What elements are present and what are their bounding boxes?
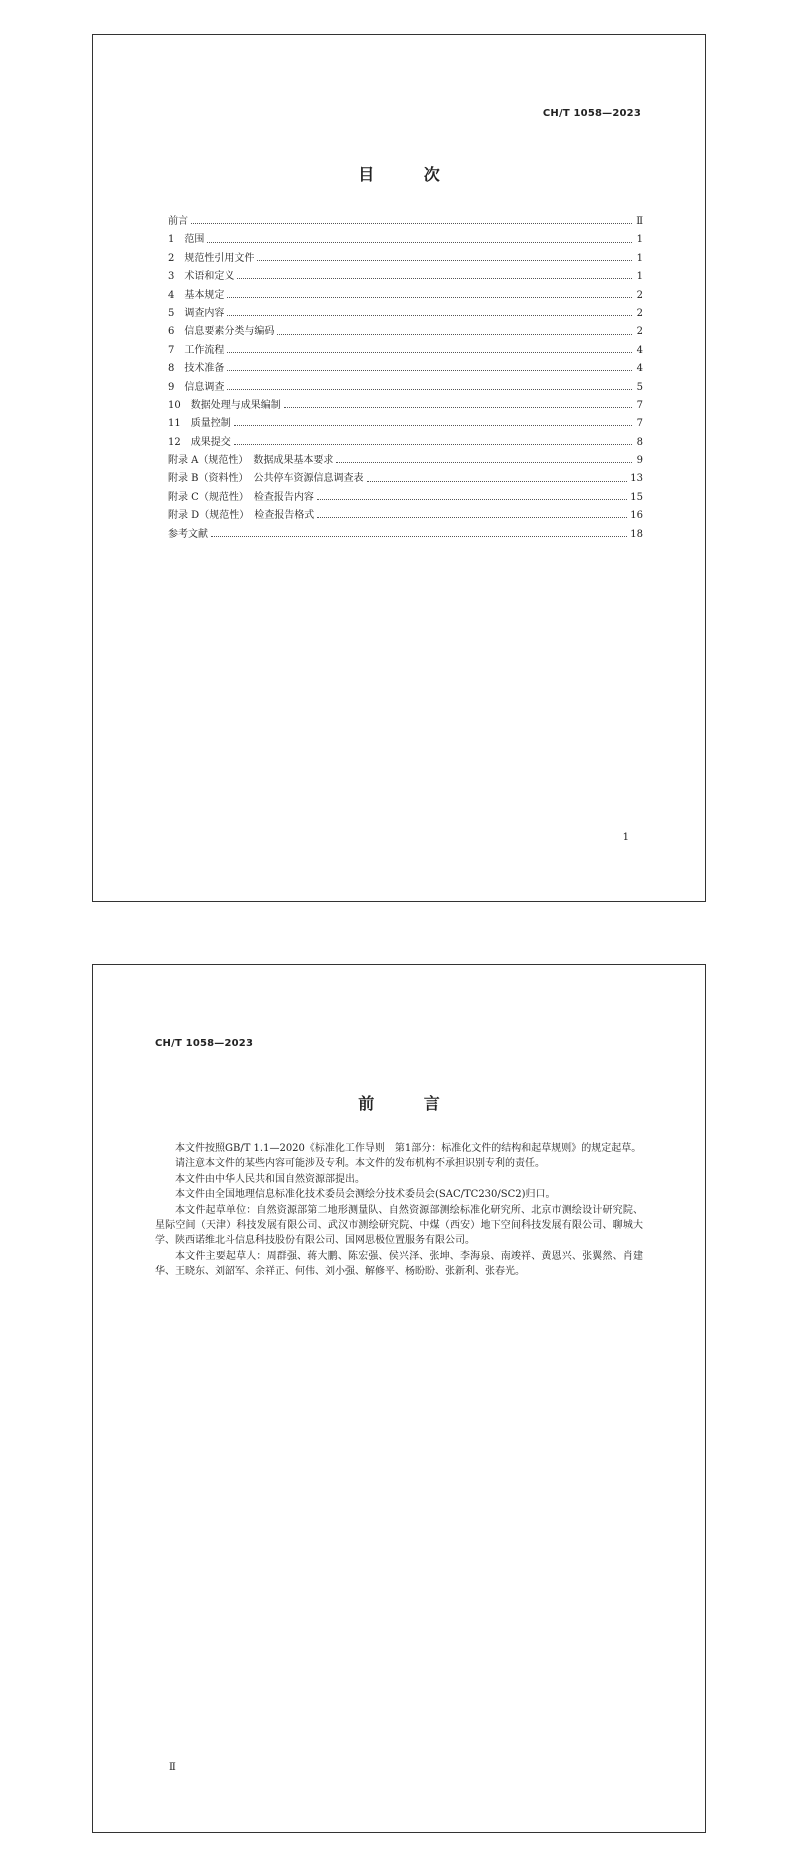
- page-number: 1: [622, 832, 629, 843]
- standard-code: CH/T 1058—2023: [542, 108, 641, 119]
- toc-entry-label: 附录 C（规范性） 检查报告内容: [168, 491, 314, 503]
- toc-leader-dots: [317, 517, 627, 518]
- toc-entry[interactable]: [168, 250, 643, 268]
- toc-entry-page: 2: [636, 289, 643, 301]
- toc-entry-label: 11 质量控制: [168, 418, 231, 430]
- toc-entry[interactable]: [168, 305, 643, 323]
- toc-entry-label: 9 信息调查: [168, 381, 225, 393]
- foreword-body: [155, 1141, 643, 1280]
- toc-entry-label: 参考文献: [168, 528, 208, 540]
- toc-entry[interactable]: [168, 342, 643, 360]
- foreword-paragraph: 本文件由中华人民共和国自然资源部提出。: [175, 1173, 365, 1185]
- toc-entry[interactable]: [168, 434, 643, 452]
- toc-entry-label: 前言: [168, 216, 188, 227]
- toc-entry-page: 5: [636, 381, 643, 393]
- foreword-paragraph: 请注意本文件的某些内容可能涉及专利。本文件的发布机构不承担识别专利的责任。: [175, 1158, 545, 1170]
- toc-leader-dots: [227, 297, 632, 298]
- toc-entry[interactable]: [168, 323, 643, 341]
- toc-entry-page: 7: [636, 399, 643, 411]
- toc-entry[interactable]: [168, 526, 643, 544]
- toc-entry-page: 15: [630, 491, 643, 503]
- toc-entry-page: 7: [636, 418, 643, 430]
- toc-entry-page: Ⅱ: [636, 216, 643, 227]
- toc-leader-dots: [211, 536, 627, 537]
- foreword-paragraph: 本文件由全国地理信息标准化技术委员会测绘分技术委员会(SAC/TC230/SC2)归口。: [175, 1189, 556, 1201]
- toc-entry-page: 16: [630, 510, 643, 522]
- toc-entry-page: 4: [636, 363, 643, 375]
- toc-entry-page: 1: [636, 271, 643, 283]
- page-number: Ⅱ: [169, 1762, 176, 1773]
- page-title: 前 言: [358, 1094, 462, 1113]
- document-page-toc: [92, 34, 706, 902]
- toc-entry-page: 1: [636, 252, 643, 264]
- toc-entry[interactable]: [168, 452, 643, 470]
- toc-leader-dots: [207, 242, 632, 243]
- toc-entry-label: 附录 D（规范性） 检查报告格式: [168, 510, 315, 522]
- toc-leader-dots: [234, 444, 632, 445]
- toc-entry-page: 4: [636, 344, 643, 356]
- toc-leader-dots: [257, 260, 632, 261]
- toc-entry-label: 10 数据处理与成果编制: [168, 399, 281, 411]
- document-page-foreword: [92, 964, 706, 1833]
- standard-code: CH/T 1058—2023: [155, 1038, 254, 1049]
- toc-leader-dots: [284, 407, 632, 408]
- toc-entry[interactable]: [168, 360, 643, 378]
- toc-entry-label: 附录 A（规范性） 数据成果基本要求: [168, 455, 334, 467]
- toc-leader-dots: [227, 352, 632, 353]
- foreword-paragraph: 本文件主要起草人：周群强、蒋大鹏、陈宏强、侯兴泽、张坤、李海泉、南竣祥、黄恩兴、张翼然、肖建华、王晓东、刘韶军、余祥正、何伟、刘小强、解修平、杨盼盼、张新利、张春光。: [155, 1250, 643, 1278]
- toc-entry-page: 9: [636, 455, 643, 467]
- toc-leader-dots: [367, 481, 628, 482]
- toc-entry[interactable]: [168, 415, 643, 433]
- toc-entry[interactable]: [168, 231, 643, 249]
- toc-entry-label: 1 范围: [168, 234, 205, 246]
- toc-entry-label: 2 规范性引用文件: [168, 252, 255, 264]
- toc-leader-dots: [277, 334, 632, 335]
- toc-entry[interactable]: [168, 268, 643, 286]
- toc-entry[interactable]: [168, 397, 643, 415]
- toc-entry-page: 2: [636, 307, 643, 319]
- toc-entry[interactable]: [168, 507, 643, 525]
- toc-leader-dots: [234, 425, 632, 426]
- toc-entry-label: 8 技术准备: [168, 363, 225, 375]
- foreword-paragraph: 本文件起草单位：自然资源部第二地形测量队、自然资源部测绘标准化研究所、北京市测绘设计研究院、星际空间（天津）科技发展有限公司、武汉市测绘研究院、中煤（西安）地下空间科技发展有限公司、聊城大学、陕西诺维北斗信息科技股份有限公司、国网思极位置服务有限公司。: [155, 1204, 643, 1247]
- toc-entry-page: 1: [636, 234, 643, 246]
- toc-entry-page: 13: [630, 473, 643, 485]
- toc-entry-label: 5 调查内容: [168, 307, 225, 319]
- toc-leader-dots: [227, 370, 632, 371]
- toc-entry[interactable]: [168, 379, 643, 397]
- toc-entry-label: 7 工作流程: [168, 344, 225, 356]
- toc-entry-page: 8: [636, 436, 643, 448]
- toc-entry[interactable]: [168, 470, 643, 488]
- toc-entry-page: 18: [630, 528, 643, 540]
- toc-entry[interactable]: [168, 213, 643, 231]
- toc-leader-dots: [227, 389, 632, 390]
- page-title: 目 次: [358, 165, 462, 184]
- toc-entry-label: 12 成果提交: [168, 436, 231, 448]
- toc-entry-page: 2: [636, 326, 643, 338]
- toc-entry-label: 6 信息要素分类与编码: [168, 326, 275, 338]
- toc-leader-dots: [191, 223, 632, 224]
- toc-entry[interactable]: [168, 489, 643, 507]
- toc-entry-label: 附录 B（资料性） 公共停车资源信息调查表: [168, 473, 364, 485]
- foreword-paragraph: 本文件按照GB/T 1.1—2020《标准化工作导则 第1部分：标准化文件的结构和起草规则》的规定起草。: [175, 1143, 642, 1154]
- toc-entry-label: 3 术语和定义: [168, 271, 235, 283]
- toc-leader-dots: [317, 499, 627, 500]
- toc-entry[interactable]: [168, 287, 643, 305]
- toc-leader-dots: [237, 278, 632, 279]
- toc-leader-dots: [227, 315, 632, 316]
- toc-leader-dots: [336, 462, 632, 463]
- table-of-contents: [168, 213, 643, 544]
- toc-entry-label: 4 基本规定: [168, 289, 225, 301]
